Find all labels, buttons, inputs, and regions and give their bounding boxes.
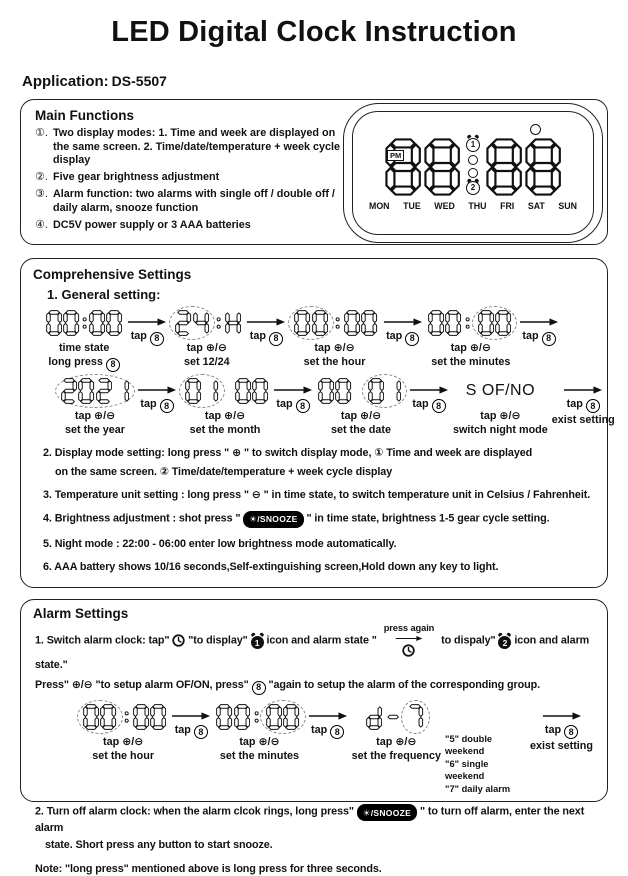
flow-step-label: set the date (331, 423, 391, 436)
flow-display-step (427, 307, 515, 369)
alarm-setting-flow (77, 701, 595, 796)
weekday-label: SAT (527, 200, 545, 211)
set-button-8-icon: 8 (296, 399, 310, 413)
flow-step-label: set 12/24 (184, 356, 230, 368)
dashed-highlight (362, 374, 408, 408)
flow-display-step (352, 701, 441, 763)
dashed-highlight (401, 700, 429, 734)
seven-segment-digit (216, 704, 232, 730)
setting-item-2-line2: on the same screen. ② Time/date/temperature + week cycle display (55, 465, 393, 478)
set-button-8-icon: 8 (542, 332, 556, 346)
arrow-icon (383, 317, 423, 327)
flow-step-label: tap 8 (131, 329, 164, 346)
pm-indicator: PM (387, 150, 404, 161)
setting-item-4: 4. Brightness adjustment : shot press " ☀/SNOOZE " in time state, brightness 1-5 gear cycle setting. (43, 511, 595, 528)
seven-segment-digit (478, 310, 494, 336)
flow-step-label: set the hour (303, 356, 366, 368)
application-model: DS-5507 (111, 73, 167, 89)
list-item-number: ③. (35, 188, 48, 201)
seven-segment-digit (185, 378, 201, 404)
clock-digit (424, 138, 460, 196)
arrow-icon (542, 711, 582, 721)
seven-segment-digit (193, 310, 209, 336)
display-group (365, 704, 383, 730)
flow-step-label: set the hour (92, 749, 155, 762)
flow-step-label: tap 8 (276, 397, 309, 414)
seven-segment-digit (133, 704, 149, 730)
display-group (343, 310, 379, 336)
flow-step-label: tap 8 (175, 723, 208, 740)
flow-step-label: tap ⊕/⊖ (376, 735, 417, 748)
setting-item-6: 6. AAA battery shows 10/16 seconds,Self-extinguishing screen,Hold down any key to light. (43, 560, 499, 573)
set-button-8-icon: 8 (269, 332, 283, 346)
dashed-highlight (260, 700, 306, 734)
alarm-note: Note: "long press" mentioned above is long press for three seconds. (35, 863, 382, 876)
seven-segment-digit (225, 310, 241, 336)
flow-arrow-step (383, 307, 423, 346)
seven-segment-digit (106, 310, 122, 336)
indicator-dot-icon (530, 124, 541, 135)
segment-display (181, 375, 269, 407)
frequency-note-line: "5" double weekend (445, 733, 493, 757)
dashed-highlight (169, 306, 215, 340)
flow-step-label: tap 8 (311, 723, 344, 740)
clock-digit (525, 138, 561, 196)
seven-segment-digit (495, 310, 511, 336)
flow-arrow-step (137, 375, 177, 414)
weekday-label: FRI (500, 200, 515, 211)
light-snooze-button-icon: ☀/SNOOZE (243, 511, 303, 528)
weekday-label: MON (369, 200, 390, 211)
colon-glyph (334, 310, 341, 336)
flow-arrow-step (530, 701, 593, 754)
colon-dot-icon (468, 155, 478, 165)
alarm-clock-1-icon: 1 (251, 636, 264, 649)
seven-segment-digit (150, 704, 166, 730)
general-setting-heading: 1. General setting: (47, 287, 161, 302)
segment-display (427, 307, 515, 339)
flow-arrow-step (273, 375, 313, 414)
list-item (35, 171, 343, 185)
arrow-icon (137, 385, 177, 395)
dashed-highlight (77, 700, 123, 734)
flow-display-step (181, 375, 269, 437)
flow-step-label: tap ⊕/⊖ (314, 342, 355, 354)
seven-segment-digit (385, 704, 401, 730)
seven-segment-digit (175, 310, 191, 336)
list-item (35, 127, 343, 168)
seven-segment-digit (83, 704, 99, 730)
frequency-note-line: "7" daily alarm (445, 783, 511, 794)
alarm-button-icon (402, 644, 415, 657)
list-item-text: Alarm function: two alarms with single off / double off / daily alarm, snooze function (53, 188, 335, 214)
segment-display (290, 307, 378, 339)
segment-display (365, 701, 428, 733)
flow-display-step (45, 307, 123, 372)
display-group (234, 378, 270, 404)
flow-arrow-step (409, 375, 449, 414)
flow-display-step (215, 701, 303, 763)
seven-segment-digit (294, 310, 310, 336)
colon-glyph (123, 704, 130, 730)
alarm1-indicator-icon: 1 (466, 138, 480, 152)
weekday-label: TUE (403, 200, 421, 211)
main-functions-heading: Main Functions (35, 108, 134, 123)
segment-display (57, 375, 133, 407)
flow-step-label: tap 8 (140, 397, 173, 414)
seven-segment-digit (252, 378, 268, 404)
display-group (215, 704, 251, 730)
list-item (35, 219, 343, 233)
alarm-item-1-line1: 1. Switch alarm clock: tap" "to display" 1 icon and alarm state " press again to dispaly" 2 icon and alarm state." (35, 623, 590, 672)
segment-display (215, 701, 303, 733)
seven-segment-digit (428, 310, 444, 336)
set-button-8-icon: 8 (564, 725, 578, 739)
general-setting-flow-row2 (55, 375, 615, 437)
night-mode-display: S OF/NO (465, 381, 536, 399)
arrow-icon (273, 385, 313, 395)
seven-segment-digit (366, 704, 382, 730)
clock-display-panel (352, 111, 594, 235)
alarm2-indicator-icon: 2 (466, 181, 480, 195)
flow-step-label: tap ⊕/⊖ (239, 735, 280, 748)
seven-segment-digit (113, 378, 129, 404)
seven-segment-digit (283, 704, 299, 730)
clock-digit (486, 138, 522, 196)
flow-step-label: tap ⊕/⊖ (480, 409, 521, 422)
seven-segment-digit (361, 310, 377, 336)
set-button-8-icon: 8 (330, 725, 344, 739)
flow-step-label: tap ⊕/⊖ (450, 342, 491, 354)
arrow-icon (127, 317, 167, 327)
flow-step-label: tap 8 (386, 329, 419, 346)
alarm-button-icon (172, 634, 185, 647)
dashed-highlight (288, 306, 334, 340)
flow-display-step (171, 307, 242, 369)
dashed-highlight (179, 374, 225, 408)
clock-body-graphic (343, 103, 603, 243)
flow-step-label: set the month (189, 423, 261, 436)
alarm-clock-2-icon: 2 (498, 636, 511, 649)
alarm-item-2-line2: state. Short press any button to start snooze. (45, 839, 273, 852)
flow-text-step (453, 375, 548, 437)
flow-step-label: tap ⊕/⊖ (186, 342, 227, 354)
press-again-label: press again (383, 623, 435, 633)
setting-item-5: 5. Night mode : 22:00 - 06:00 enter low brightness mode automatically. (43, 537, 397, 550)
set-button-8-icon: 8 (405, 332, 419, 346)
flow-arrow-step (127, 307, 167, 346)
display-group (384, 704, 402, 730)
colon-glyph (464, 310, 471, 336)
seven-segment-digit (61, 378, 77, 404)
seven-segment-digit (407, 704, 423, 730)
flow-arrow-step (308, 701, 348, 740)
frequency-note-line: "6" single weekend (445, 758, 489, 782)
arrow-icon (409, 385, 449, 395)
flow-arrow-step (171, 701, 211, 740)
general-setting-flow-row1 (43, 307, 595, 372)
flow-step-label: tap 8 (552, 397, 615, 414)
arrow-icon (519, 317, 559, 327)
weekday-label: WED (434, 200, 455, 211)
colon-glyph (215, 310, 222, 336)
segment-display (317, 375, 405, 407)
flow-step-label: switch night mode (453, 423, 548, 436)
set-button-8-icon: 8 (252, 681, 266, 695)
seven-segment-digit (335, 378, 351, 404)
flow-arrow-step (246, 307, 286, 346)
dashed-highlight (55, 374, 135, 408)
seven-segment-digit (318, 378, 334, 404)
arrow-icon (246, 317, 286, 327)
clock-digit (385, 138, 421, 196)
seven-segment-digit (89, 310, 105, 336)
flow-step-label: time state (58, 342, 110, 354)
list-item-text: Five gear brightness adjustment (53, 171, 220, 184)
seven-segment-digit (486, 138, 522, 196)
list-item (35, 188, 343, 215)
flow-arrow-step (519, 307, 559, 346)
display-group (333, 310, 342, 336)
alarm-item-1-line2: Press" ⊕/⊖ "to setup alarm OF/ON, press" 8 "again to setup the alarm of the corresponding group. (35, 677, 595, 695)
flow-display-step (317, 375, 405, 437)
display-group (122, 704, 131, 730)
alarm-settings-heading: Alarm Settings (33, 606, 129, 621)
seven-segment-digit (46, 310, 62, 336)
seven-segment-digit (385, 378, 401, 404)
clock-digits-row (385, 138, 562, 196)
colon-glyph (253, 704, 260, 730)
seven-segment-digit (235, 378, 251, 404)
weekday-label: THU (468, 200, 487, 211)
flow-step-label: set the minutes (219, 749, 300, 762)
frequency-notes (445, 733, 526, 796)
flow-step-label: tap ⊕/⊖ (204, 409, 246, 422)
flow-display-step (57, 375, 133, 437)
arrow-icon (171, 711, 211, 721)
list-item-number: ④. (35, 219, 48, 232)
flow-step-label: tap 8 (522, 329, 555, 346)
flow-step-label: tap 8 (412, 397, 445, 414)
list-item-text: DC5V power supply or 3 AAA batteries (53, 219, 251, 232)
seven-segment-digit (63, 310, 79, 336)
flow-step-label: tap ⊕/⊖ (340, 409, 382, 422)
flow-arrow-step (552, 375, 615, 428)
seven-segment-digit (96, 378, 112, 404)
set-button-8-icon: 8 (106, 358, 120, 372)
flow-step-label: set the frequency (351, 749, 442, 762)
application-line (22, 73, 628, 91)
comprehensive-settings-heading: Comprehensive Settings (33, 267, 192, 282)
list-item-text: Two display modes: 1. Time and week are displayed on the same screen. 2. Time/date/temperature + week cycle display (53, 127, 340, 167)
set-button-8-icon: 8 (150, 332, 164, 346)
colon-alarm-indicators (466, 138, 480, 196)
main-functions-box (20, 99, 608, 245)
flow-step-label: tap ⊕/⊖ (103, 735, 144, 748)
seven-segment-digit (424, 138, 460, 196)
main-functions-list (35, 127, 343, 233)
dashed-highlight (472, 306, 518, 340)
set-button-8-icon: 8 (432, 399, 446, 413)
setting-item-2-line1: 2. Display mode setting: long press " ⊕ " to switch display mode, ① Time and week are displayed (43, 446, 533, 459)
flow-step-label: tap 8 (250, 329, 283, 346)
setting-item-3: 3. Temperature unit setting : long press " ⊖ " in time state, to switch temperature unit in Celsius / Fahrenheit. (43, 488, 591, 501)
flow-step-label: tap ⊕/⊖ (74, 409, 116, 422)
flow-step-label: exist setting (530, 740, 593, 753)
display-group (317, 378, 353, 404)
alarm-item-2-line1: 2. Turn off alarm clock: when the alarm clcok rings, long press" ☀/SNOOZE " to turn off alarm, enter the next alarm (35, 805, 585, 835)
segment-display (171, 307, 242, 339)
display-group (224, 310, 242, 336)
application-label: Application: (22, 73, 109, 90)
set-button-8-icon: 8 (194, 725, 208, 739)
arrow-icon (308, 711, 348, 721)
alarm-settings-box (20, 599, 608, 876)
seven-segment-digit (266, 704, 282, 730)
display-group (45, 310, 123, 336)
segment-display (79, 701, 167, 733)
light-snooze-button-icon: ☀/SNOOZE (357, 804, 417, 821)
flow-step-label: set the minutes (431, 356, 511, 368)
display-group (214, 310, 223, 336)
colon-glyph (81, 310, 88, 336)
display-group (132, 704, 168, 730)
list-item-number: ①. (35, 127, 48, 139)
seven-segment-digit (385, 138, 421, 196)
flow-step-label: set the year (64, 423, 125, 436)
set-button-8-icon: 8 (586, 399, 600, 413)
colon-dot-icon (468, 168, 478, 178)
flow-display-step (290, 307, 378, 369)
flow-step-label: exist setting (551, 414, 615, 426)
press-again-step (384, 624, 435, 657)
flow-step-label: long press 8 (48, 355, 120, 372)
seven-segment-digit (445, 310, 461, 336)
display-group (427, 310, 463, 336)
list-item-number: ②. (35, 171, 48, 184)
seven-segment-digit (312, 310, 328, 336)
seven-segment-digit (78, 378, 94, 404)
weekday-label: SUN (558, 200, 577, 211)
flow-step-label: tap 8 (530, 723, 593, 740)
flow-display-step (79, 701, 167, 763)
arrow-icon (395, 634, 423, 643)
seven-segment-digit (202, 378, 218, 404)
seven-segment-digit (100, 704, 116, 730)
segment-display (45, 307, 123, 339)
weekday-labels-row (369, 201, 577, 211)
seven-segment-digit (525, 138, 561, 196)
seven-segment-digit (344, 310, 360, 336)
seven-segment-digit (368, 378, 384, 404)
seven-segment-digit (234, 704, 250, 730)
set-button-8-icon: 8 (160, 399, 174, 413)
page-title: LED Digital Clock Instruction (111, 16, 517, 48)
arrow-icon (563, 385, 603, 395)
comprehensive-settings-box (20, 258, 615, 588)
